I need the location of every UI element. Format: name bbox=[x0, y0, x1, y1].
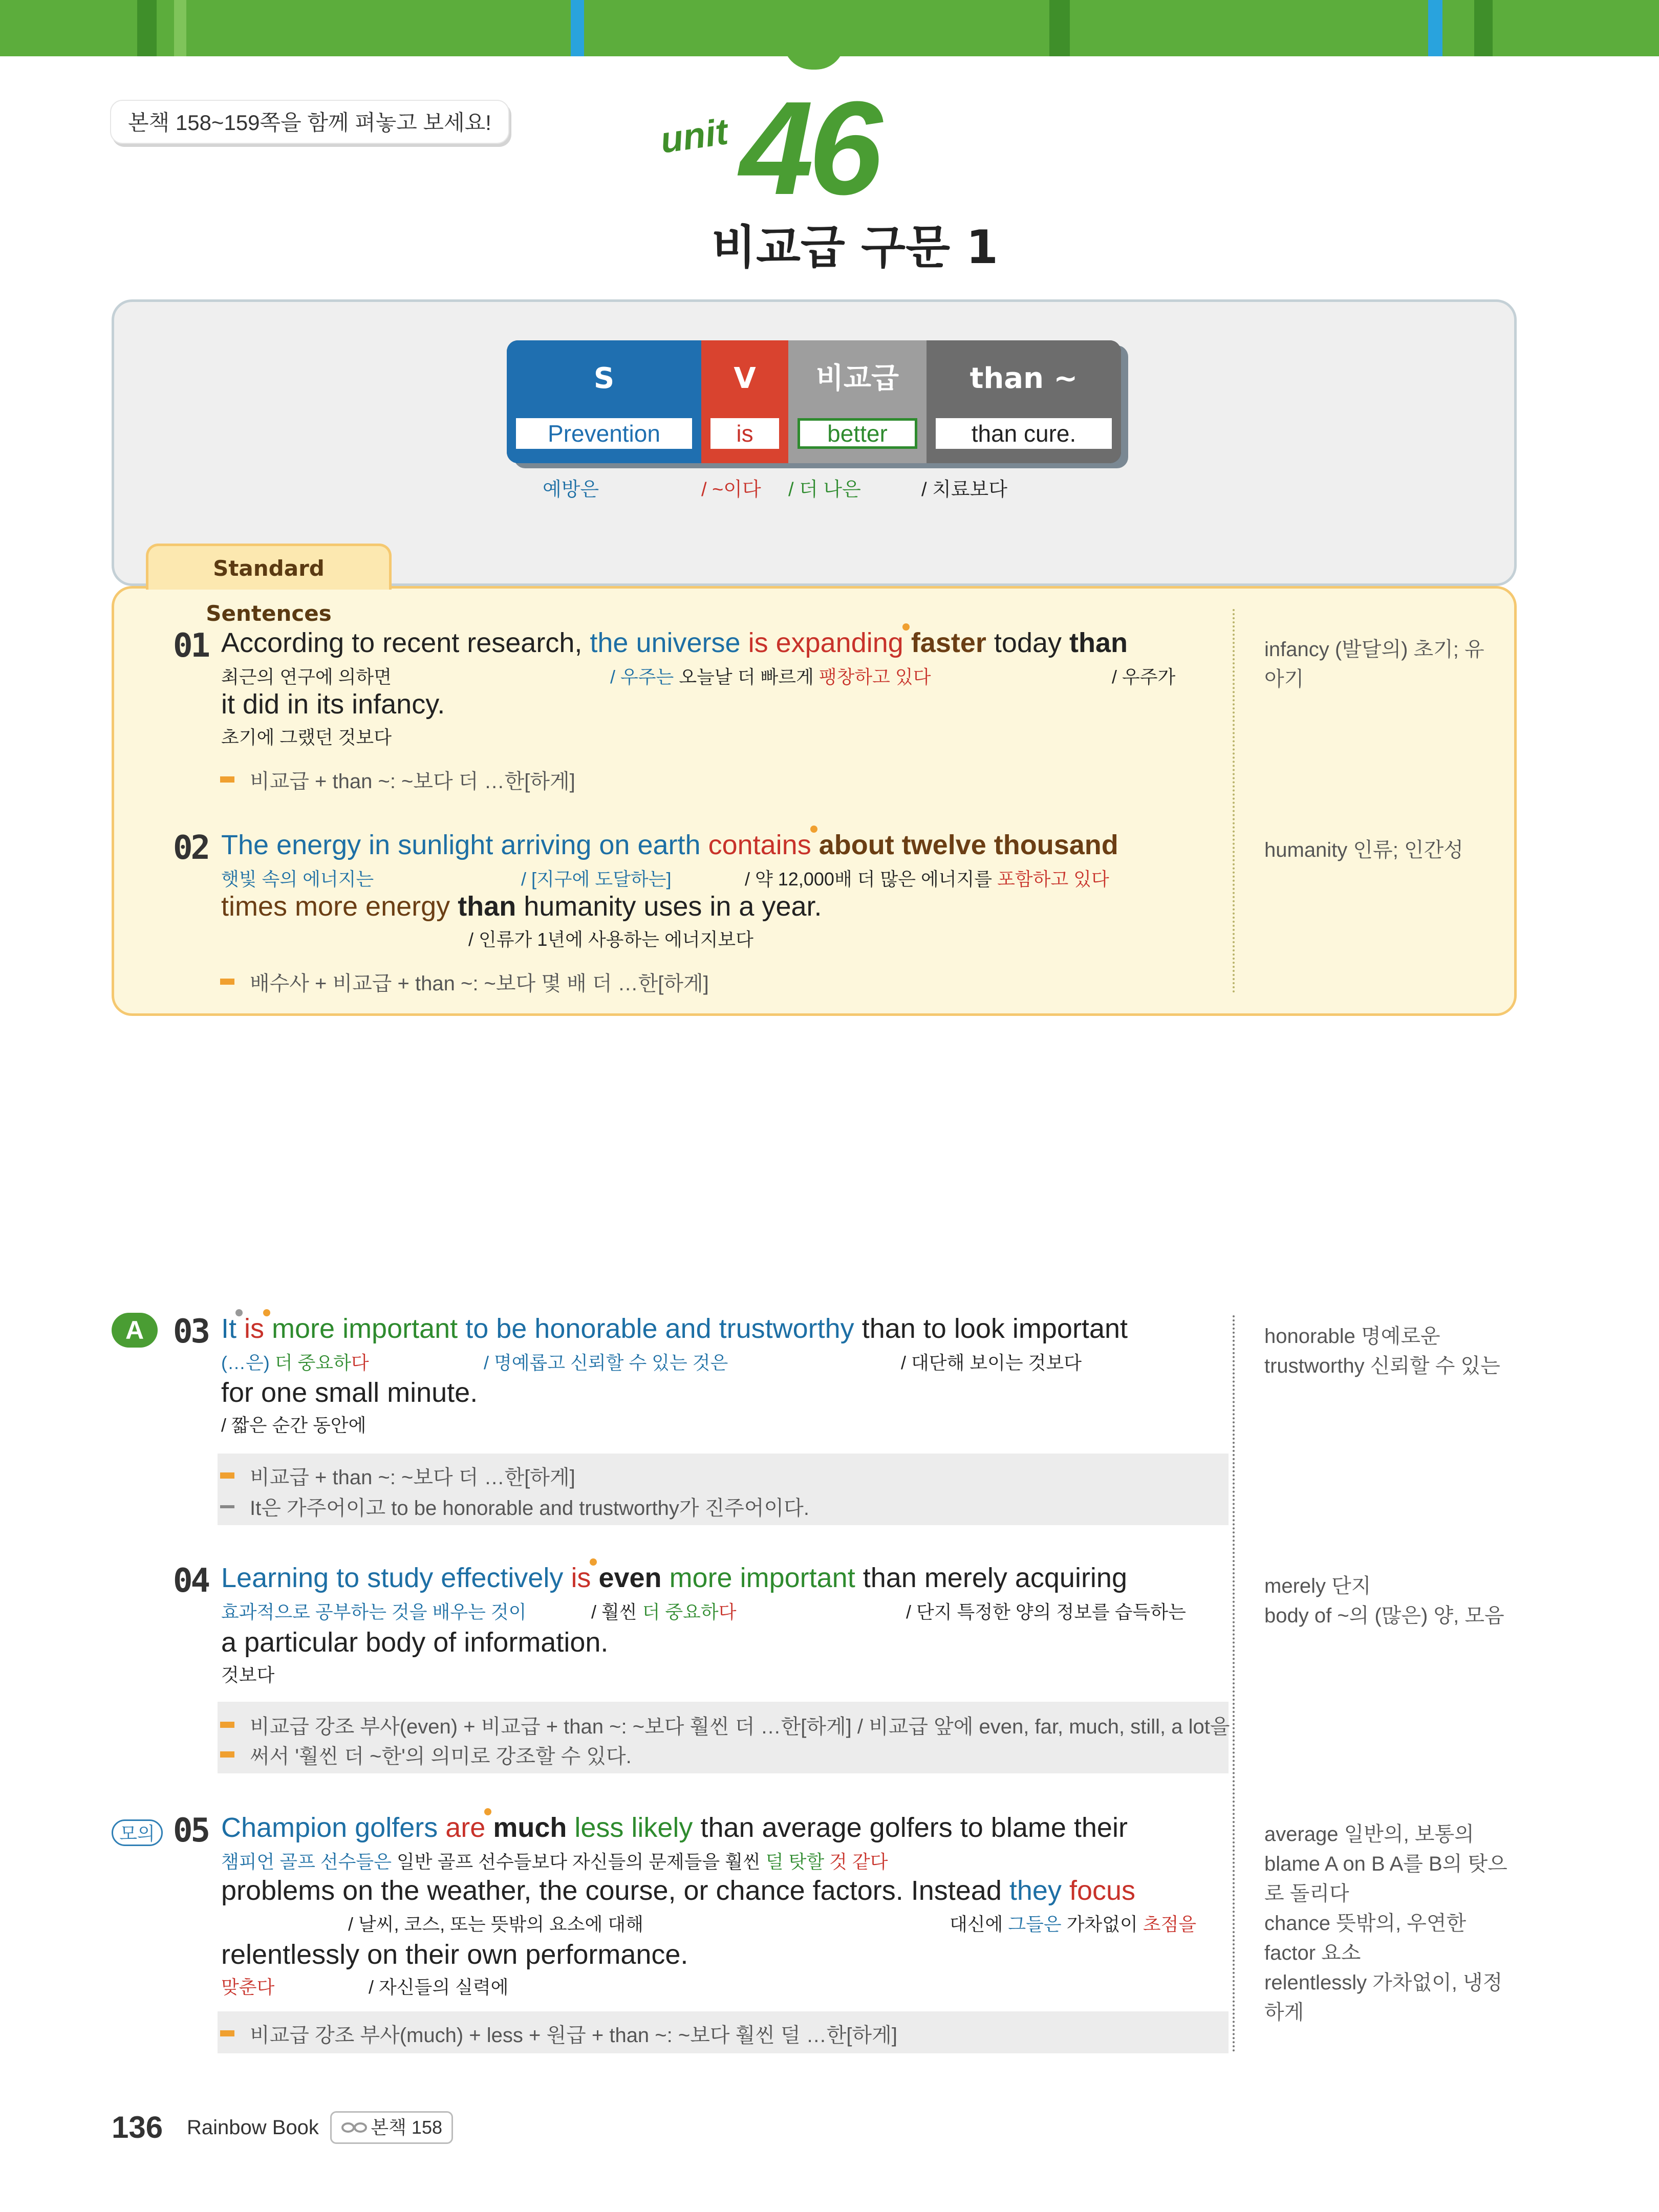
sentence-subject: the universe bbox=[590, 627, 741, 658]
gloss-line: chance 뜻밖의, 우연한 bbox=[1264, 1912, 1467, 1935]
sentence-english-line2 bbox=[221, 891, 822, 922]
unit-title: 비교급 구문 1 bbox=[712, 221, 998, 274]
formula-head: 비교급 bbox=[815, 362, 899, 395]
sentence-verb: is bbox=[571, 1563, 591, 1593]
sentence-part: today bbox=[994, 627, 1062, 658]
sentence-number: 01 bbox=[173, 627, 209, 665]
gloss-line: blame A on B A를 B의 탓으 bbox=[1264, 1853, 1507, 1875]
vocab-gloss bbox=[1264, 1819, 1507, 2027]
sentence-english-line2 bbox=[221, 1875, 1135, 1906]
sentence-verb: are bbox=[445, 1812, 486, 1843]
gloss-line: factor 요소 bbox=[1264, 1942, 1361, 1964]
formula-translation: / ~이다 bbox=[701, 479, 761, 501]
gloss-line: honorable 명예로운 bbox=[1264, 1325, 1440, 1348]
gloss-divider bbox=[1233, 1315, 1235, 2052]
sentence-comparative: less likely bbox=[574, 1812, 693, 1843]
translation-comparative: 더 중요하 bbox=[642, 1601, 719, 1622]
translation-part: / 날씨, 코스, 또는 뜻밖의 요소에 대해 bbox=[348, 1914, 643, 1935]
sentence-than: than to look important bbox=[861, 1313, 1128, 1344]
sentence-than: than merely acquiring bbox=[863, 1563, 1127, 1593]
translation-line bbox=[610, 663, 931, 689]
sentence-number: 02 bbox=[173, 829, 209, 867]
translation-subject: (…은) bbox=[221, 1352, 270, 1373]
vocab-gloss bbox=[1264, 1571, 1504, 1631]
sentence-comparative: times more energy bbox=[221, 891, 450, 922]
sentence-comparative: faster bbox=[911, 627, 986, 658]
grammar-note: 비교급 강조 부사(even) + 비교급 + than ~: ~보다 훨씬 더 …한[하게] / 비교급 앞에 even, far, much, still, a lot을 bbox=[250, 1710, 1230, 1740]
translation-verb: 다 bbox=[718, 1601, 737, 1622]
translation-real-subject: / 명예롭고 신뢰할 수 있는 것은 bbox=[484, 1352, 728, 1373]
translation-line2: / 인류가 1년에 사용하는 에너지보다 bbox=[468, 929, 753, 950]
sentence-verb: focus bbox=[1069, 1875, 1136, 1906]
formula-table bbox=[507, 340, 1121, 463]
translation-subject: 그들은 bbox=[1008, 1914, 1062, 1935]
sentence-english bbox=[221, 1313, 1128, 1344]
translation-part: / 약 12,000배 더 많은 에너지를 bbox=[745, 869, 993, 890]
sentence-number: 05 bbox=[173, 1812, 209, 1850]
mock-exam-badge: 모의 bbox=[112, 1819, 163, 1846]
page-number: 136 bbox=[112, 2110, 163, 2144]
link-icon bbox=[341, 2122, 368, 2133]
sentence-comparative: about twelve thousand bbox=[818, 830, 1118, 860]
sentence-english-line2: for one small minute. bbox=[221, 1377, 478, 1408]
sentence-english bbox=[221, 627, 1128, 659]
translation-line2: 것보다 bbox=[221, 1664, 275, 1685]
translation-part: 일반 골프 선수들보다 자신들의 문제들을 훨씬 bbox=[397, 1851, 761, 1872]
sentence-real-subject: to be honorable and trustworthy bbox=[465, 1313, 854, 1344]
gloss-line: 하게 bbox=[1264, 2001, 1304, 2024]
grammar-note: 비교급 강조 부사(much) + less + 원급 + than ~: ~보다 훨씬 덜 …한[하게] bbox=[250, 2019, 897, 2048]
translation-comparative: 덜 bbox=[765, 1851, 784, 1872]
translation-verb: 초점을 bbox=[1143, 1914, 1197, 1935]
sentence-verb: contains bbox=[708, 830, 811, 860]
sentence-subject: they bbox=[1009, 1875, 1062, 1906]
formula-translation: 예방은 bbox=[543, 479, 599, 501]
sentence-than: than bbox=[458, 891, 516, 922]
translation-line bbox=[745, 865, 1109, 891]
gloss-line: relentlessly 가차없이, 냉정 bbox=[1264, 1971, 1503, 1994]
formula-subject bbox=[507, 340, 701, 463]
gloss-line: 로 돌리다 bbox=[1264, 1882, 1349, 1905]
section-badge-a: A bbox=[112, 1313, 158, 1348]
sentence-comparative: more important bbox=[272, 1313, 458, 1344]
gloss-line: average 일반의, 보통의 bbox=[1264, 1823, 1474, 1846]
formula-comparative bbox=[788, 340, 927, 463]
gloss-line: body of ~의 (많은) 양, 모음 bbox=[1264, 1604, 1504, 1627]
translation-line2: 초기에 그랬던 것보다 bbox=[221, 727, 392, 748]
sentence-verb: is bbox=[244, 1313, 265, 1344]
translation-verb: 포함하고 있다 bbox=[997, 869, 1109, 890]
translation-part: / 자신들의 실력에 bbox=[369, 1977, 509, 1998]
sentence-english-line3: relentlessly on their own performance. bbox=[221, 1939, 688, 1970]
sentence-subject: The energy in sunlight arriving on earth bbox=[221, 830, 701, 860]
sentence-english-line2: it did in its infancy. bbox=[221, 689, 445, 720]
sentence-number: 03 bbox=[173, 1313, 209, 1351]
grammar-note: 비교급 + than ~: ~보다 더 …한[하게] bbox=[250, 1461, 575, 1490]
gloss-line: trustworthy 신뢰할 수 있는 bbox=[1264, 1355, 1500, 1377]
grammar-note: 비교급 + than ~: ~보다 더 …한[하게] bbox=[250, 765, 575, 794]
gloss-line: infancy (발달의) 초기; 유 bbox=[1264, 638, 1484, 661]
banner-notch bbox=[783, 41, 845, 70]
translation-part: / 우주가 bbox=[1112, 666, 1176, 687]
formula-head: V bbox=[734, 362, 756, 395]
grammar-note: It은 가주어이고 to be honorable and trustworthy가 진주어이다. bbox=[250, 1492, 809, 1521]
formula-translation: / 치료보다 bbox=[921, 479, 1007, 501]
translation-line bbox=[591, 1598, 736, 1624]
vocab-gloss bbox=[1264, 635, 1484, 694]
translation-subject: 효과적으로 공부하는 것을 배우는 것이 bbox=[221, 1601, 527, 1622]
sentence-english bbox=[221, 1812, 1128, 1844]
grammar-note-continued: 써서 '훨씬 더 ~한'의 의미로 강조할 수 있다. bbox=[250, 1740, 632, 1769]
book-reference bbox=[330, 2111, 453, 2144]
translation-comparative: 탓할 bbox=[788, 1851, 825, 1872]
grammar-note: 배수사 + 비교급 + than ~: ~보다 몇 배 더 …한[하게] bbox=[250, 967, 709, 996]
book-name: Rainbow Book bbox=[187, 2116, 319, 2139]
formula-translation: / 더 나은 bbox=[788, 479, 861, 501]
sentence-subject: Champion golfers bbox=[221, 1812, 438, 1843]
translation-comparative: 더 중요하 bbox=[274, 1352, 351, 1373]
sentence-intensifier: even bbox=[598, 1563, 662, 1593]
formula-head: than ~ bbox=[969, 362, 1078, 395]
translation-verb: 팽창하고 있다 bbox=[818, 666, 931, 687]
sentence-english bbox=[221, 1562, 1127, 1594]
translation-verb: 맞춘다 bbox=[221, 1977, 275, 1998]
formula-example: Prevention bbox=[516, 418, 692, 449]
sentence-english bbox=[221, 829, 1118, 861]
sentence-english-line2: a particular body of information. bbox=[221, 1627, 609, 1658]
sentence-verb: is expanding bbox=[748, 627, 903, 658]
formula-head: S bbox=[593, 362, 615, 395]
sentence-subject: It bbox=[221, 1313, 237, 1344]
book-reference-label: 본책 158 bbox=[371, 2117, 442, 2138]
gloss-line: humanity 인류; 인간성 bbox=[1264, 839, 1463, 861]
unit-number: 46 bbox=[740, 74, 878, 223]
translation-line bbox=[221, 1848, 888, 1874]
translation-verb: 것 같 bbox=[829, 1851, 870, 1872]
vocab-gloss bbox=[1264, 835, 1463, 865]
sentence-than: than bbox=[1069, 627, 1128, 658]
translation-part: / 단지 특정한 양의 정보를 습득하는 bbox=[906, 1601, 1186, 1622]
standard-sentences-tab: Standard Sentences bbox=[146, 544, 392, 590]
sentence-number: 04 bbox=[173, 1562, 209, 1600]
formula-than bbox=[927, 340, 1121, 463]
translation-part: 가차없이 bbox=[1066, 1914, 1138, 1935]
translation-verb: 다 bbox=[351, 1352, 369, 1373]
formula-example: than cure. bbox=[936, 418, 1112, 449]
translation-line bbox=[950, 1910, 1196, 1936]
translation-subject: 햇빛 속의 에너지는 bbox=[221, 869, 374, 890]
unit-label: unit bbox=[658, 111, 730, 161]
sentence-intensifier: much bbox=[493, 1812, 567, 1843]
translation-subject: / 우주는 bbox=[610, 666, 674, 687]
translation-intensifier: / 훨씬 bbox=[591, 1601, 637, 1622]
sentence-subject: Learning to study effectively bbox=[221, 1563, 564, 1593]
sentence-part: According to recent research, bbox=[221, 627, 583, 658]
sentence-part: problems on the weather, the course, or chance factors. Instead bbox=[221, 1875, 1002, 1906]
translation-part: / 대단해 보이는 것보다 bbox=[901, 1352, 1082, 1373]
sentence-part: humanity uses in a year. bbox=[524, 891, 822, 922]
gloss-divider bbox=[1233, 609, 1235, 993]
formula-example: better bbox=[798, 418, 917, 449]
vocab-gloss bbox=[1264, 1321, 1500, 1381]
guide-note: 본책 158~159쪽을 함께 펴놓고 보세요! bbox=[110, 100, 509, 144]
gloss-line: merely 단지 bbox=[1264, 1575, 1371, 1597]
translation-verb: 다 bbox=[870, 1851, 888, 1872]
formula-example: is bbox=[710, 418, 779, 449]
translation-part: / [지구에 도달하는] bbox=[521, 869, 672, 890]
formula-verb bbox=[701, 340, 788, 463]
translation-line2: / 짧은 순간 동안에 bbox=[221, 1415, 367, 1436]
translation-line bbox=[221, 1349, 369, 1375]
translation-part: 대신에 bbox=[950, 1914, 1003, 1935]
gloss-line: 아기 bbox=[1264, 668, 1304, 690]
translation-part: 오늘날 더 빠르게 bbox=[679, 666, 814, 687]
translation-subject: 챔피언 골프 선수들은 bbox=[221, 1851, 392, 1872]
sentence-than: than average golfers to blame their bbox=[700, 1812, 1128, 1843]
sentence-comparative: more important bbox=[669, 1563, 855, 1593]
translation-part: 최근의 연구에 의하면 bbox=[221, 666, 392, 687]
